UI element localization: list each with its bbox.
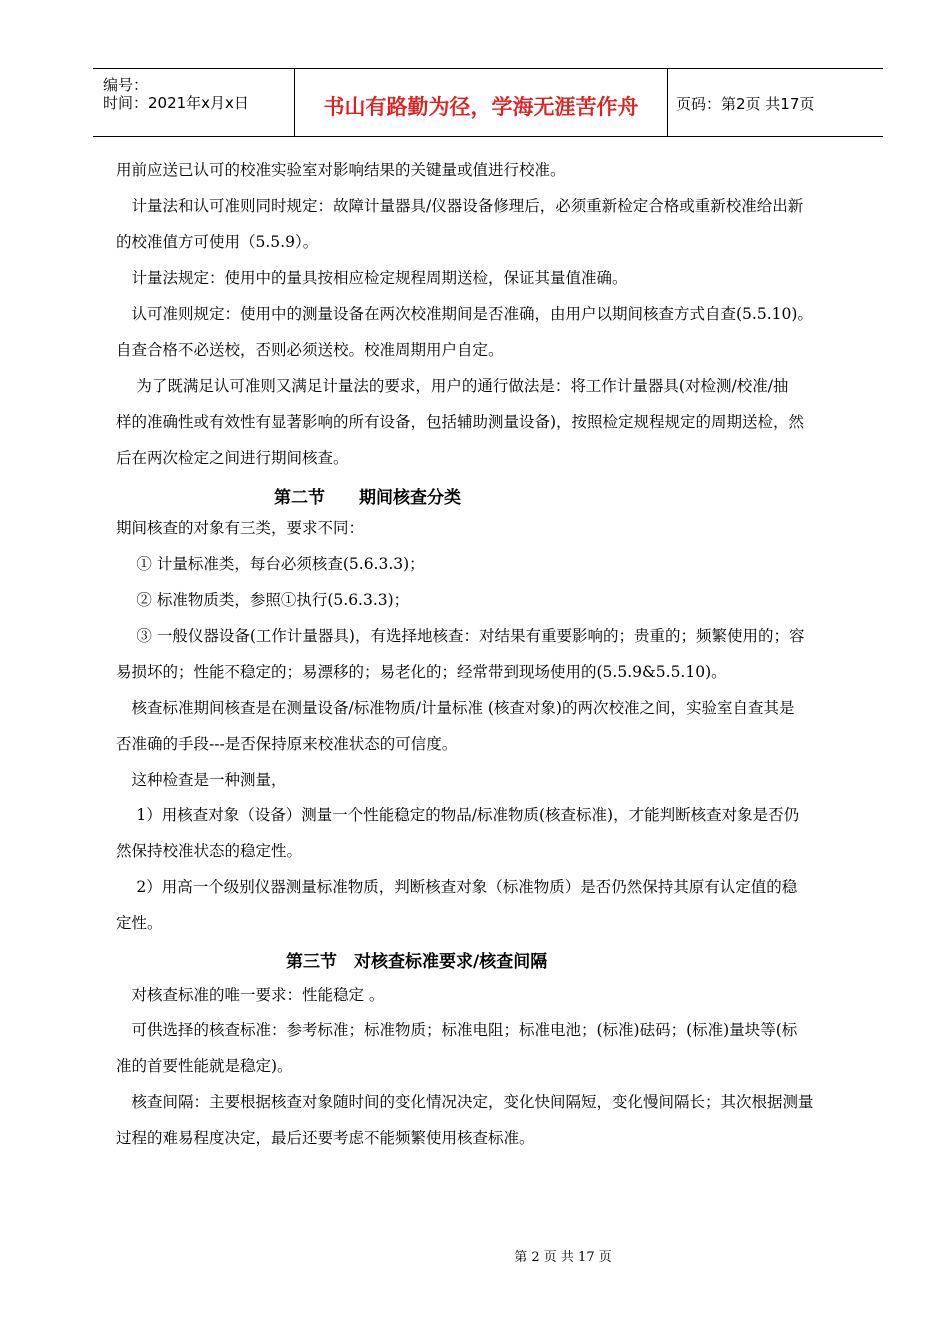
section-heading-2: 第二节 期间核查分类 <box>274 488 461 508</box>
body-line: 计量法和认可准则同时规定：故障计量器具/仪器设备修理后，必须重新检定合格或重新校准给出新 <box>116 197 804 215</box>
body-line: 计量法规定：使用中的量具按相应检定规程周期送检，保证其量值准确。 <box>116 269 628 287</box>
header-page-cell <box>668 69 883 136</box>
body-line: 然保持校准状态的稳定性。 <box>116 842 303 860</box>
body-line: 样的准确性或有效性有显著影响的所有设备，包括辅助测量设备)，按照检定规程规定的周期送检，然 <box>116 413 805 431</box>
document-time-label: 时间：2021年x月x日 <box>103 94 249 112</box>
body-line: ① 计量标准类，每台必须核查(5.6.3.3)； <box>116 555 425 573</box>
body-line: 1）用核查对象（设备）测量一个性能稳定的物品/标准物质(核查标准)，才能判断核查对象是否仍 <box>116 806 800 824</box>
body-line: 用前应送已认可的校准实验室对影响结果的关键量或值进行校准。 <box>116 161 566 179</box>
section-heading-3: 第三节 对核查标准要求/核查间隔 <box>286 952 548 972</box>
body-line: 后在两次检定之间进行期间核查。 <box>116 449 349 467</box>
header-page-info: 页码：第2页 共17页 <box>676 95 815 113</box>
body-line: 2）用高一个级别仪器测量标准物质，判断核查对象（标准物质）是否仍然保持其原有认定值的稳 <box>116 878 798 896</box>
body-line: 核查标准期间核查是在测量设备/标准物质/计量标准 (核查对象)的两次校准之间，实验室自查其是 <box>116 699 795 717</box>
body-line: 对核查标准的唯一要求：性能稳定 。 <box>116 986 385 1004</box>
body-line: 否准确的手段---是否保持原来校准状态的可信度。 <box>116 735 458 753</box>
body-line: 定性。 <box>116 914 163 932</box>
body-line: 为了既满足认可准则又满足计量法的要求，用户的通行做法是：将工作计量器具(对检测/校准/抽 <box>116 377 789 395</box>
document-number-label: 编号： <box>103 76 149 94</box>
body-line: ③ 一般仪器设备(工作计量器具)，有选择地核查：对结果有重要影响的；贵重的；频繁使用的；容 <box>116 627 805 645</box>
body-line: 自查合格不必送校，否则必须送校。校准周期用户自定。 <box>116 341 504 359</box>
page-footer <box>0 1246 950 1265</box>
page-header <box>93 68 883 137</box>
body-line: 期间核查的对象有三类，要求不同： <box>116 519 365 537</box>
body-line: 的校准值方可使用（5.5.9）。 <box>116 233 319 251</box>
header-meta-cell <box>93 69 295 136</box>
header-motto: 书山有路勤为径，学海无涯苦作舟 <box>323 95 639 119</box>
body-line: 这种检查是一种测量， <box>116 771 287 789</box>
header-motto-cell <box>295 69 668 136</box>
body-line: ② 标准物质类，参照①执行(5.6.3.3)； <box>116 591 410 609</box>
body-line: 认可准则规定：使用中的测量设备在两次校准期间是否准确，由用户以期间核查方式自查(5.5.10)。 <box>116 305 813 323</box>
body-line: 可供选择的核查标准：参考标准；标准物质；标准电阻；标准电池；(标准)砝码；(标准)量块等(标 <box>116 1021 798 1039</box>
body-line: 过程的难易程度决定，最后还要考虑不能频繁使用核查标准。 <box>116 1129 535 1147</box>
footer-page-number: 第 2 页 共 17 页 <box>514 1250 612 1265</box>
body-line: 易损坏的；性能不稳定的；易漂移的；易老化的；经常带到现场使用的(5.5.9&5.5.10)。 <box>116 663 727 681</box>
body-line: 准的首要性能就是稳定)。 <box>116 1057 293 1075</box>
body-line: 核查间隔：主要根据核查对象随时间的变化情况决定，变化快间隔短，变化慢间隔长；其次根据测量 <box>116 1093 814 1111</box>
